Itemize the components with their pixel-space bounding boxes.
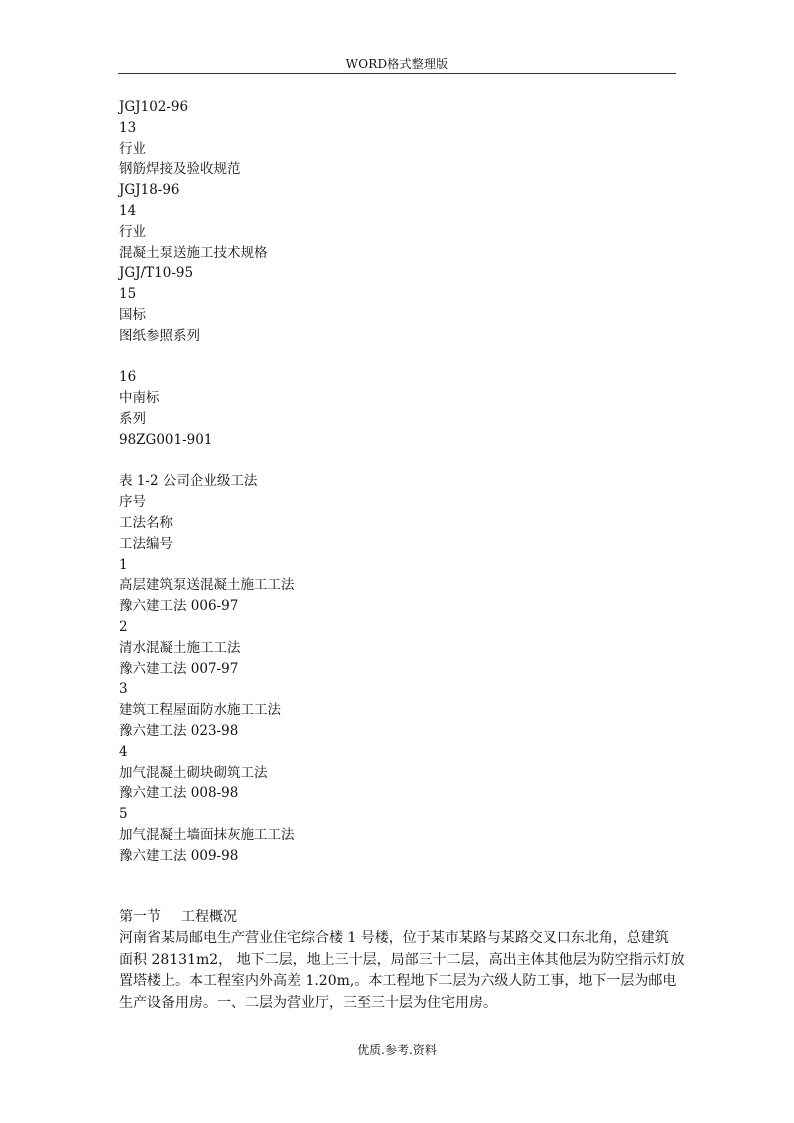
text-line: 高层建筑泵送混凝土施工工法 bbox=[119, 577, 295, 594]
page-header-title: WORD格式整理版 bbox=[345, 57, 449, 71]
text-line: 钢筋焊接及验收规范 bbox=[119, 161, 241, 178]
section-heading bbox=[119, 907, 679, 928]
text-line: 13 bbox=[119, 119, 137, 136]
section-number: 第一节 bbox=[119, 909, 161, 925]
text-line: 图纸参照系列 bbox=[119, 327, 200, 344]
text-line: 98ZG001-901 bbox=[119, 431, 213, 448]
text-line: 14 bbox=[119, 202, 137, 219]
header-divider bbox=[118, 73, 676, 74]
text-line: 15 bbox=[119, 286, 137, 303]
text-line: JGJ102-96 bbox=[119, 99, 189, 115]
text-line: 行业 bbox=[119, 140, 146, 157]
page-footer: 优质.参考.资料 bbox=[357, 1043, 437, 1057]
text-line: 加气混凝土砌块砌筑工法 bbox=[119, 764, 268, 781]
text-line: 2 bbox=[119, 618, 128, 635]
project-overview-section bbox=[119, 907, 685, 1014]
text-line: 清水混凝土施工工法 bbox=[119, 639, 241, 656]
text-line: 工法名称 bbox=[119, 514, 173, 531]
paragraph-line: 河南省某局邮电生产营业住宅综合楼 1 号楼，位于某市某路与某路交叉口东北角，总建筑 bbox=[119, 930, 669, 946]
text-line: 系列 bbox=[119, 410, 146, 427]
text-line: 建筑工程屋面防水施工工法 bbox=[119, 702, 281, 719]
paragraph-line: 生产设备用房。一、二层为营业厅，三至三十层为住宅用房。 bbox=[119, 994, 497, 1011]
text-line: 混凝土泵送施工技术规格 bbox=[119, 244, 268, 261]
text-line: 5 bbox=[119, 806, 128, 823]
text-line: 工法编号 bbox=[119, 535, 173, 552]
blank-line bbox=[119, 451, 679, 472]
section-title: 工程概况 bbox=[181, 909, 237, 925]
text-line: 豫六建工法 008-98 bbox=[119, 785, 239, 802]
text-line: JGJ/T10-95 bbox=[119, 265, 194, 282]
text-line: 国标 bbox=[119, 306, 146, 323]
text-line: 豫六建工法 023-98 bbox=[119, 722, 239, 739]
text-line: 豫六建工法 007-97 bbox=[119, 660, 239, 677]
paragraph-line: 置塔楼上。本工程室内外高差 1.20m,。本工程地下二层为六级人防工事，地下一层为邮电 bbox=[119, 973, 677, 989]
paragraph-line: 面积 28131m2， 地下二层，地上三十层，局部三十二层，高出主体其他层为防空指示灯放 bbox=[119, 951, 685, 968]
text-line: JGJ18-96 bbox=[119, 182, 180, 199]
text-line: 豫六建工法 009-98 bbox=[119, 847, 239, 864]
table-caption: 表 1-2 公司企业级工法 bbox=[119, 473, 258, 490]
blank-line bbox=[119, 347, 679, 368]
text-line: 行业 bbox=[119, 223, 146, 240]
text-line: 4 bbox=[119, 743, 128, 760]
text-line: 序号 bbox=[119, 494, 146, 511]
text-line: 加气混凝土墙面抹灰施工工法 bbox=[119, 826, 295, 843]
text-line: 中南标 bbox=[119, 390, 160, 407]
document-body bbox=[119, 97, 679, 866]
text-line: 豫六建工法 006-97 bbox=[119, 598, 239, 615]
text-line: 3 bbox=[119, 681, 128, 698]
text-line: 16 bbox=[119, 369, 137, 386]
text-line: 1 bbox=[119, 556, 128, 573]
